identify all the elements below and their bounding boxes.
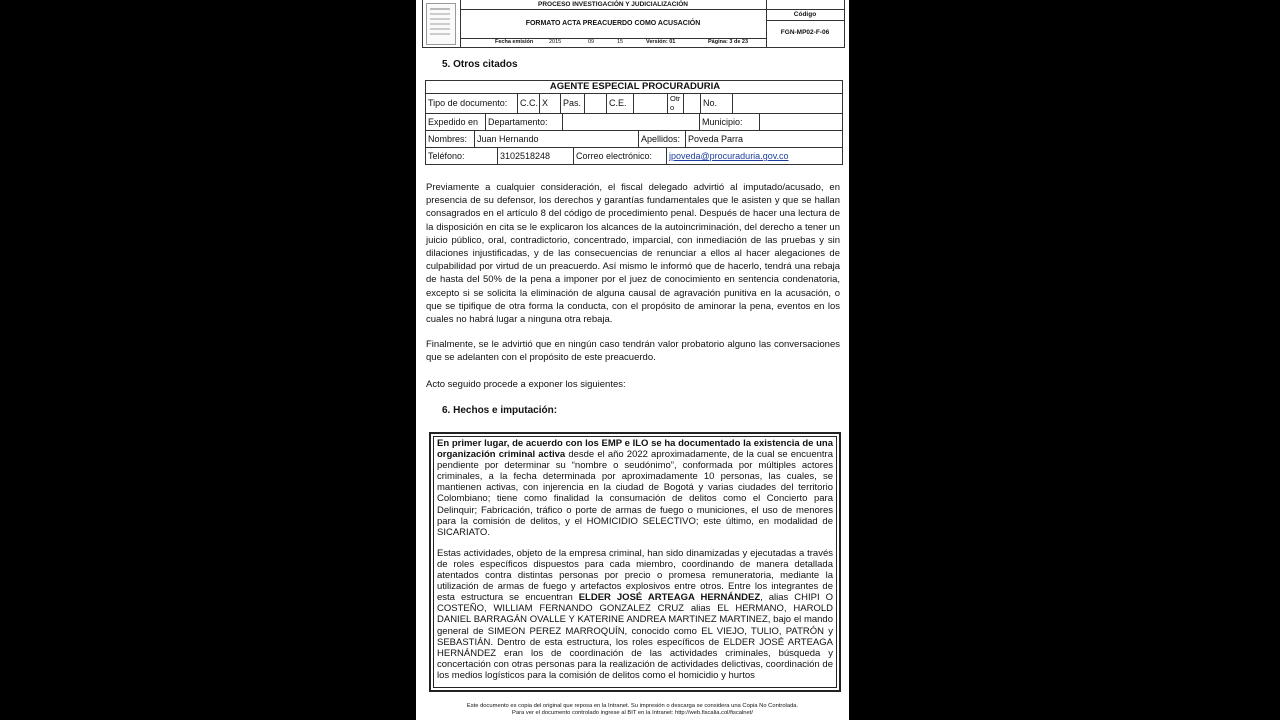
hechos-p2-bold: ELDER JOSÉ ARTEAGA HERNÁNDEZ [578,592,761,604]
correo-value[interactable] [666,148,842,164]
version-label: Versión: 01 [646,39,676,45]
hechos-paragraph-2 [437,548,833,681]
nombres-label: Nombres: [428,134,468,144]
departamento-label: Departamento: [485,114,562,130]
fecha-label: Fecha emisión [495,39,534,45]
otro-label: Otr o [667,94,683,113]
tipo-doc-label: Tipo de documento: [428,98,508,108]
cc-label: C.C. [517,94,539,113]
hechos-p1-rest: desde el año 2022 aproximadamente, de la cual se encuentra pendiente por determinar su “nombre o seudónimo”, conformada por múltiples actores criminales, a la fecha determinada por aproximadamente 10 personas, las cuales, se mantienen activas, con injerencia en la ciudad de Bogotá y varias ciudades del territorio Colombiano; tiene como finalidad la consumación de delitos como el Concierto para Delinquir; Fabricación, tráfico o porte de armas de fuego o municiones, el uso de menores para la comisión de delitos, y el HOMICIDIO SELECTIVO; este último, en modalidad de SICARIATO. [437,449,833,538]
acto-seguido-paragraph: Acto seguido procede a exponer los siguientes: [426,379,626,390]
hechos-p2-b: , alias CHIPI O COSTEÑO, WILLIAM FERNANDO GONZALEZ CRUZ alias EL HERMANO, HAROLD DANIEL BARRAGÁN OVALLE Y KATERINE ANDREA MARTINEZ MARTINEZ, bajo el mando general de SIMEON PEREZ MARROQUÍN, conocido como EL VIEJO, TULIO, PATRÓN y SEBASTIÁN. Dentro de esta estructura, los roles específicos de ELDER JOSÉ ARTEAGA HERNÁNDEZ eran los de coordinación de las actividades criminales, búsqueda y concertación con otras personas para la realización de actividades delictivas, coordinación de los medios logísticos para la comisión de delitos como el homicidio y hurtos [437,592,834,681]
telefono-label: Teléfono: [428,151,465,161]
hechos-paragraph-1 [437,438,833,538]
apellidos-label: Apellidos: [638,131,685,147]
departamento-value [562,114,699,130]
fecha-month: 09 [588,39,595,45]
codigo-value: FGN-MP02-F-06 [780,29,830,36]
document-header [422,0,845,48]
footer-line-1: Este documento es copia del original que reposa en la Intranet. Su impresión o descarga se considera una Copia No Controlada. [466,703,799,709]
hechos-p1-bold: En primer lugar, de acuerdo con los EMP e ILO se ha documentado la existencia de una organización criminal activa [437,438,833,461]
advertencia-paragraph: Previamente a cualquier consideración, el fiscal delegado advirtió al imputado/acusado, en presencia de su defensor, los derechos y garantías fundamentales que le asisten y que se hallan consagrados en el artículo 8 del código de procedimiento penal. Después de hacer una lectura de la disposición en cita se le explicaron los alcances de la autoincriminación, del derecho a tener un juicio público, oral, contradictorio, concentrado, imparcial, con inmediación de las pruebas y sin dilaciones injustificadas, y de las consecuencias de renunciar a ellos al hacer alegaciones de culpabilidad por virtud de un preacuerdo. Así mismo le informó que de hacerlo, tendrá una rebaja de hasta del 50% de la pena a imponer por el juez de conocimiento en sentencia condenatoria, excepto si se solicita la eliminación de alguna causal de agravación punitiva en la acusación, o que se tipifique de otra forma la conducta, con el propósito de aminorar la pena, eventos en los cuales no habrá lugar a ninguna otra rebaja. [426,182,840,326]
finalmente-paragraph: Finalmente, se le advirtió que en ningún caso tendrán valor probatorio alguno las conversaciones que se adelanten con el propósito de este preacuerdo. [426,339,840,364]
otros-citados-table [425,80,843,165]
pagina-label: Página: 3 de 23 [708,39,749,45]
municipio-value [759,114,842,130]
institution-logo [426,3,456,45]
codigo-label: Código [793,11,817,18]
expedido-label: Expedido en [428,117,479,127]
cc-mark: X [539,94,560,113]
no-label: No. [700,94,732,113]
section-5-title: 5. Otros citados [442,59,518,70]
fecha-year: 2015 [549,39,562,45]
hechos-box [429,432,841,692]
ce-label: C.E. [606,94,633,113]
hechos-p2-a: Estas actividades, objeto de la empresa criminal, han sido dinamizadas y ejecutadas a través de roles específicos dispuestos para cada miembro, coordinando de manera detallada atentados contra distintas personas por precio o promesa remuneratoria, mediante la utilización de armas de fuego y artefactos explosivos entre otros. Entre los integrantes de esta estructura se encuentran [437,547,833,604]
apellidos-value: Poveda Parra [685,131,842,147]
telefono-value: 3102518248 [497,148,573,164]
no-value [732,94,842,113]
section-6-title: 6. Hechos e imputación: [442,405,558,416]
pas-value [584,94,606,113]
table-heading: AGENTE ESPECIAL PROCURADURIA [549,81,721,92]
correo-label: Correo electrónico: [573,148,666,164]
process-title: PROCESO INVESTIGACIÓN Y JUDICIALIZACIÓN [537,1,688,8]
municipio-label: Municipio: [699,114,759,130]
otro-value [683,94,700,113]
document-page [416,0,849,720]
fecha-day: 15 [617,39,624,45]
format-title: FORMATO ACTA PREACUERDO COMO ACUSACIÓN [525,20,701,27]
nombres-value: Juan Hernando [474,131,638,147]
ce-value [633,94,667,113]
footer-line-2: Para ver el documento controlado ingrese al BIT en la Intranet: http://web.fiscalia.col/fiscalnet/ [512,710,753,716]
correo-link[interactable]: jpoveda@procuraduria.gov.co [669,151,789,161]
pas-label: Pas. [560,94,584,113]
